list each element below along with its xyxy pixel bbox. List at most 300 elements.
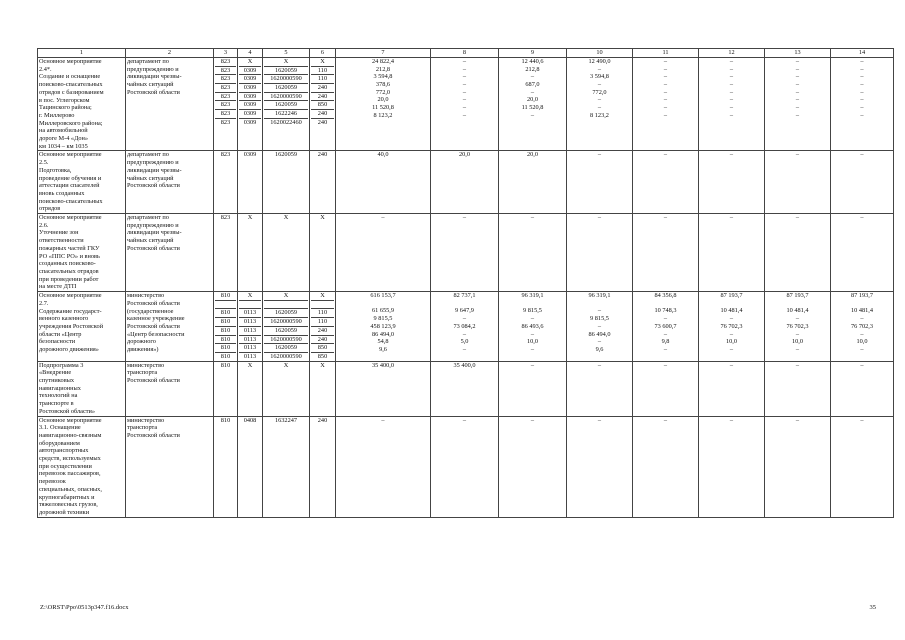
- value-cell-col-14: [831, 292, 894, 362]
- value-cell-col-10: [567, 214, 633, 292]
- cell-value: –: [530, 88, 535, 96]
- column-number-cell: 5: [263, 49, 310, 58]
- cell-value: 10 481,4: [786, 307, 809, 315]
- cell-value: –: [860, 96, 864, 104]
- cell-value: –: [663, 65, 668, 73]
- value-cell-col-7: [336, 292, 431, 362]
- value-cell-col-12: [699, 416, 765, 517]
- cell-value: –: [795, 151, 800, 159]
- cell-value: [568, 300, 631, 308]
- cell-value: [264, 300, 308, 309]
- value-cell-col-9: [499, 214, 567, 292]
- cell-value: 86 494,0: [588, 330, 611, 338]
- cell-value: –: [663, 315, 668, 323]
- cell-value: 823: [215, 118, 236, 127]
- cell-value: –: [462, 416, 467, 424]
- activity-name-cell: Подпрограмма 3 «Внедрение спутниковых навигационных технологий на транспорте в Ростовской области»: [38, 361, 126, 416]
- cell-value: 850: [311, 352, 334, 361]
- cell-value: 772,0: [592, 88, 607, 96]
- cell-value: –: [462, 73, 467, 81]
- cell-value: –: [860, 361, 864, 369]
- value-cell-col-3: [214, 292, 238, 362]
- cell-value: 1620000590: [264, 352, 308, 361]
- value-cell-col-3: [214, 214, 238, 292]
- value-cell-col-6: [310, 214, 336, 292]
- cell-value: –: [462, 65, 467, 73]
- cell-value: –: [860, 58, 864, 65]
- table-row: [38, 292, 894, 362]
- cell-value: [432, 300, 497, 308]
- cell-value: 850: [311, 100, 334, 109]
- cell-value: –: [597, 151, 602, 159]
- cell-value: 240: [311, 118, 334, 127]
- cell-value: 1620059: [264, 66, 308, 75]
- cell-value: 73 084,2: [453, 322, 476, 330]
- responsible-executor-cell: департамент по предупреждению и ликвидации чрезвы- чайных ситуаций Ростовской области: [126, 151, 214, 214]
- cell-value: 1620000590: [264, 335, 308, 344]
- cell-value: 823: [220, 58, 231, 65]
- cell-value: –: [795, 416, 800, 424]
- cell-value: –: [663, 416, 668, 424]
- cell-value: 1620059: [264, 308, 308, 317]
- cell-value: –: [462, 96, 467, 104]
- value-cell-col-10: [567, 416, 633, 517]
- cell-value: 810: [215, 343, 236, 352]
- value-cell-col-7: [336, 58, 431, 151]
- cell-value: 0113: [239, 326, 261, 335]
- cell-value: 87 193,7: [720, 292, 743, 300]
- cell-value: –: [663, 58, 668, 65]
- value-cell-col-11: [633, 361, 699, 416]
- value-cell-col-12: [699, 292, 765, 362]
- cell-value: 10,0: [526, 338, 539, 346]
- cell-value: 240: [311, 335, 334, 344]
- cell-value: 110: [311, 74, 334, 83]
- cell-value: 810: [215, 308, 236, 317]
- value-cell-col-12: [699, 58, 765, 151]
- cell-value: 54,8: [377, 338, 389, 346]
- cell-value: 10 481,4: [720, 307, 743, 315]
- cell-value: –: [530, 330, 535, 338]
- cell-value: –: [597, 338, 602, 346]
- cell-value: –: [860, 416, 864, 424]
- cell-value: 110: [311, 66, 334, 75]
- value-cell-col-4: [238, 151, 263, 214]
- column-number-cell: 13: [765, 49, 831, 58]
- value-cell-col-3: [214, 151, 238, 214]
- cell-value: 5,0: [460, 338, 469, 346]
- cell-value: X: [320, 292, 325, 300]
- value-cell-col-5: [263, 292, 310, 362]
- value-cell-col-6: [310, 58, 336, 151]
- cell-value: –: [530, 111, 535, 119]
- cell-value: 212,8: [525, 65, 540, 73]
- value-cell-col-11: [633, 416, 699, 517]
- cell-value: 76 702,3: [720, 322, 743, 330]
- cell-value: 823: [220, 214, 231, 222]
- cell-value: 823: [215, 66, 236, 75]
- cell-value: –: [729, 111, 734, 119]
- cell-value: –: [530, 315, 535, 323]
- cell-value: 9 647,9: [455, 307, 474, 315]
- cell-value: 458 123,9: [370, 322, 396, 330]
- cell-value: –: [860, 315, 864, 323]
- cell-value: –: [795, 73, 800, 81]
- table-row: [38, 151, 894, 214]
- cell-value: –: [462, 81, 467, 89]
- cell-value: –: [530, 214, 535, 222]
- cell-value: –: [597, 416, 602, 424]
- cell-value: –: [860, 214, 864, 222]
- cell-value: 1622246: [264, 109, 308, 118]
- cell-value: 823: [215, 100, 236, 109]
- cell-value: 0309: [239, 100, 261, 109]
- value-cell-col-9: [499, 416, 567, 517]
- cell-value: X: [320, 214, 325, 222]
- cell-value: –: [663, 361, 668, 369]
- cell-value: 616 153,7: [370, 292, 396, 300]
- cell-value: 1620022460: [264, 118, 308, 127]
- cell-value: –: [530, 361, 535, 369]
- cell-value: 1620059: [264, 326, 308, 335]
- value-cell-col-10: [567, 292, 633, 362]
- value-cell-col-14: [831, 416, 894, 517]
- cell-value: 240: [311, 109, 334, 118]
- table-row: [38, 361, 894, 416]
- column-number-cell: 7: [336, 49, 431, 58]
- value-cell-col-5: [263, 151, 310, 214]
- cell-value: 0309: [239, 109, 261, 118]
- cell-value: –: [462, 104, 467, 112]
- cell-value: 240: [311, 326, 334, 335]
- cell-value: 10,0: [856, 338, 868, 346]
- cell-value: 20,0: [377, 96, 389, 104]
- cell-value: 9 815,5: [373, 315, 393, 323]
- cell-value: 823: [215, 74, 236, 83]
- value-cell-col-6: [310, 361, 336, 416]
- cell-value: [215, 300, 236, 309]
- cell-value: X: [247, 58, 253, 65]
- cell-value: 40,0: [377, 151, 389, 159]
- cell-value: –: [860, 65, 864, 73]
- cell-value: X: [247, 292, 253, 300]
- cell-value: 240: [311, 92, 334, 101]
- column-number-cell: 2: [126, 49, 214, 58]
- cell-value: 11 520,8: [372, 104, 394, 112]
- cell-value: 9 815,5: [590, 315, 609, 323]
- cell-value: 378,6: [375, 81, 391, 89]
- table-row: [38, 214, 894, 292]
- cell-value: 0309: [239, 83, 261, 92]
- cell-value: –: [795, 104, 800, 112]
- cell-value: –: [729, 345, 734, 353]
- value-cell-col-9: [499, 58, 567, 151]
- cell-value: –: [597, 307, 602, 315]
- value-cell-col-7: [336, 151, 431, 214]
- cell-value: –: [663, 81, 668, 89]
- value-cell-col-11: [633, 151, 699, 214]
- value-cell-col-4: [238, 58, 263, 151]
- cell-value: –: [729, 416, 734, 424]
- cell-value: 9 815,5: [523, 307, 542, 315]
- cell-value: 20,0: [526, 96, 539, 104]
- cell-value: 8 123,2: [373, 111, 393, 119]
- cell-value: 87 193,7: [786, 292, 809, 300]
- cell-value: 810: [220, 416, 231, 424]
- cell-value: –: [729, 73, 734, 81]
- cell-value: X: [247, 214, 253, 222]
- cell-value: 0309: [243, 151, 257, 159]
- cell-value: 12 440,6: [521, 58, 544, 65]
- cell-value: –: [597, 96, 602, 104]
- cell-value: –: [663, 151, 668, 159]
- value-cell-col-7: [336, 416, 431, 517]
- value-cell-col-12: [699, 361, 765, 416]
- cell-value: 110: [311, 317, 334, 326]
- cell-value: –: [462, 345, 467, 353]
- cell-value: 810: [220, 292, 231, 300]
- value-cell-col-14: [831, 361, 894, 416]
- cell-value: –: [795, 214, 800, 222]
- cell-value: 810: [215, 326, 236, 335]
- activity-name-cell: Основное мероприятие 2.6. Уточнение зон ответственности пожарных частей ГКУ РО «ППС РО» и вновь созданных поисково- спасательных отрядов при проведении работ на месте ДТП: [38, 214, 126, 292]
- value-cell-col-6: [310, 151, 336, 214]
- value-cell-col-7: [336, 361, 431, 416]
- cell-value: 0113: [239, 335, 261, 344]
- value-cell-col-8: [431, 292, 499, 362]
- cell-value: –: [597, 361, 602, 369]
- table-row: [38, 416, 894, 517]
- value-cell-col-13: [765, 214, 831, 292]
- column-number-cell: 12: [699, 49, 765, 58]
- cell-value: 1620059: [264, 343, 308, 352]
- cell-value: –: [729, 214, 734, 222]
- cell-value: 86 494,0: [371, 330, 395, 338]
- cell-value: –: [795, 88, 800, 96]
- cell-value: 0113: [239, 352, 261, 361]
- cell-value: –: [729, 104, 734, 112]
- cell-value: 0113: [239, 308, 261, 317]
- value-cell-col-8: [431, 58, 499, 151]
- cell-value: –: [663, 330, 668, 338]
- cell-value: –: [729, 81, 734, 89]
- value-cell-col-6: [310, 416, 336, 517]
- cell-value: 212,8: [375, 65, 391, 73]
- cell-value: 76 702,3: [850, 322, 874, 330]
- cell-value: X: [283, 292, 289, 300]
- cell-value: 0309: [239, 74, 261, 83]
- cell-value: 0309: [239, 66, 261, 75]
- cell-value: 240: [311, 83, 334, 92]
- cell-value: –: [663, 104, 668, 112]
- cell-value: 810: [215, 352, 236, 361]
- cell-value: –: [597, 214, 602, 222]
- cell-value: 810: [215, 335, 236, 344]
- value-cell-col-8: [431, 361, 499, 416]
- value-cell-col-14: [831, 58, 894, 151]
- cell-value: –: [663, 214, 668, 222]
- cell-value: –: [462, 214, 467, 222]
- cell-value: –: [795, 65, 800, 73]
- cell-value: 0309: [239, 118, 261, 127]
- cell-value: –: [663, 73, 668, 81]
- value-cell-col-5: [263, 416, 310, 517]
- cell-value: 84 356,8: [654, 292, 677, 300]
- value-cell-col-13: [765, 416, 831, 517]
- column-number-cell: 3: [214, 49, 238, 58]
- cell-value: –: [860, 345, 864, 353]
- cell-value: –: [795, 330, 800, 338]
- value-cell-col-9: [499, 361, 567, 416]
- value-cell-col-4: [238, 361, 263, 416]
- file-path: Z:\ORST\Ppo\0513p347.f16.docx: [40, 604, 129, 611]
- cell-value: 1620059: [274, 151, 298, 159]
- cell-value: [337, 300, 429, 308]
- cell-value: –: [860, 104, 864, 112]
- cell-value: –: [729, 96, 734, 104]
- value-cell-col-12: [699, 214, 765, 292]
- value-cell-col-5: [263, 58, 310, 151]
- value-cell-col-7: [336, 214, 431, 292]
- value-cell-col-10: [567, 151, 633, 214]
- cell-value: 73 600,7: [654, 322, 677, 330]
- cell-value: –: [663, 111, 668, 119]
- cell-value: –: [462, 315, 467, 323]
- cell-value: 240: [317, 151, 328, 159]
- cell-value: 10 481,4: [850, 307, 874, 315]
- cell-value: 110: [311, 308, 334, 317]
- value-cell-col-11: [633, 214, 699, 292]
- activity-name-cell: Основное мероприятие 2.4*. Создание и оснащение поисково-спасательных отрядов с базированием в пос. Углегорском Тацинского района; г. Миллерово Миллеровского района; на автомобильной дороге М-4 «Дон» км 1034 – км 1035: [38, 58, 126, 151]
- cell-value: –: [729, 151, 734, 159]
- cell-value: [832, 300, 892, 308]
- value-cell-col-4: [238, 416, 263, 517]
- cell-value: X: [283, 214, 289, 222]
- cell-value: 810: [220, 361, 231, 369]
- cell-value: 3 594,8: [373, 73, 393, 81]
- table-body: [38, 49, 894, 518]
- cell-value: –: [795, 345, 800, 353]
- cell-value: 1632247: [274, 416, 298, 424]
- cell-value: –: [795, 361, 800, 369]
- cell-value: 823: [220, 151, 231, 159]
- cell-value: –: [860, 151, 864, 159]
- value-cell-col-8: [431, 151, 499, 214]
- value-cell-col-13: [765, 361, 831, 416]
- value-cell-col-5: [263, 214, 310, 292]
- column-number-cell: 11: [633, 49, 699, 58]
- cell-value: 0113: [239, 317, 261, 326]
- value-cell-col-8: [431, 214, 499, 292]
- cell-value: –: [729, 88, 734, 96]
- responsible-executor-cell: департамент по предупреждению и ликвидации чрезвы- чайных ситуаций Ростовской области: [126, 58, 214, 151]
- cell-value: 86 493,6: [521, 322, 544, 330]
- cell-value: X: [283, 58, 289, 65]
- cell-value: –: [860, 330, 864, 338]
- value-cell-col-11: [633, 58, 699, 151]
- cell-value: 0309: [239, 92, 261, 101]
- column-number-row: [38, 49, 894, 58]
- cell-value: –: [729, 361, 734, 369]
- cell-value: 1620059: [264, 100, 308, 109]
- cell-value: –: [462, 58, 467, 65]
- cell-value: 823: [215, 92, 236, 101]
- value-cell-col-13: [765, 292, 831, 362]
- cell-value: 240: [317, 416, 328, 424]
- column-number-cell: 4: [238, 49, 263, 58]
- cell-value: X: [283, 361, 289, 369]
- cell-value: –: [729, 65, 734, 73]
- budget-table: [37, 48, 894, 518]
- table-row: [38, 58, 894, 151]
- cell-value: –: [795, 96, 800, 104]
- cell-value: 9,6: [595, 345, 604, 353]
- cell-value: X: [320, 361, 325, 369]
- cell-value: –: [462, 88, 467, 96]
- cell-value: –: [795, 81, 800, 89]
- cell-value: –: [663, 88, 668, 96]
- cell-value: –: [860, 81, 864, 89]
- cell-value: –: [729, 330, 734, 338]
- cell-value: 9,8: [661, 338, 670, 346]
- column-number-cell: 10: [567, 49, 633, 58]
- cell-value: 810: [215, 317, 236, 326]
- column-number-cell: 9: [499, 49, 567, 58]
- cell-value: 1620000590: [264, 92, 308, 101]
- cell-value: X: [247, 361, 253, 369]
- cell-value: 772,0: [375, 88, 391, 96]
- cell-value: –: [795, 58, 800, 65]
- cell-value: 1620059: [264, 83, 308, 92]
- cell-value: –: [860, 111, 864, 119]
- value-cell-col-9: [499, 292, 567, 362]
- cell-value: –: [597, 322, 602, 330]
- cell-value: –: [597, 104, 602, 112]
- cell-value: 823: [215, 109, 236, 118]
- activity-name-cell: Основное мероприятие 2.7. Содержание государст- венного казенного учреждения Ростовской области «Центр безопасности дорожного движения»: [38, 292, 126, 362]
- cell-value: [239, 300, 261, 309]
- cell-value: 35 400,0: [371, 361, 395, 369]
- cell-value: 35 400,0: [453, 361, 476, 369]
- cell-value: X: [320, 58, 325, 65]
- cell-value: 10,0: [791, 338, 804, 346]
- cell-value: –: [381, 214, 385, 222]
- value-cell-col-11: [633, 292, 699, 362]
- cell-value: –: [381, 416, 385, 424]
- cell-value: –: [795, 315, 800, 323]
- cell-value: 12 490,0: [588, 58, 611, 65]
- cell-value: 20,0: [526, 151, 539, 159]
- value-cell-col-13: [765, 58, 831, 151]
- cell-value: [311, 300, 334, 309]
- cell-value: [766, 300, 829, 308]
- column-number-cell: 8: [431, 49, 499, 58]
- value-cell-col-3: [214, 361, 238, 416]
- cell-value: 10 748,3: [654, 307, 677, 315]
- value-cell-col-12: [699, 151, 765, 214]
- cell-value: [634, 300, 697, 308]
- cell-value: 8 123,2: [590, 111, 609, 119]
- value-cell-col-9: [499, 151, 567, 214]
- responsible-executor-cell: министерство транспорта Ростовской области: [126, 416, 214, 517]
- cell-value: –: [597, 81, 602, 89]
- value-cell-col-3: [214, 58, 238, 151]
- value-cell-col-10: [567, 361, 633, 416]
- cell-value: –: [530, 416, 535, 424]
- column-number-cell: 14: [831, 49, 894, 58]
- cell-value: –: [860, 88, 864, 96]
- activity-name-cell: Основное мероприятие 2.5. Подготовка, проведение обучения и аттестации спасателей вновь созданных поисково-спасательных отрядов: [38, 151, 126, 214]
